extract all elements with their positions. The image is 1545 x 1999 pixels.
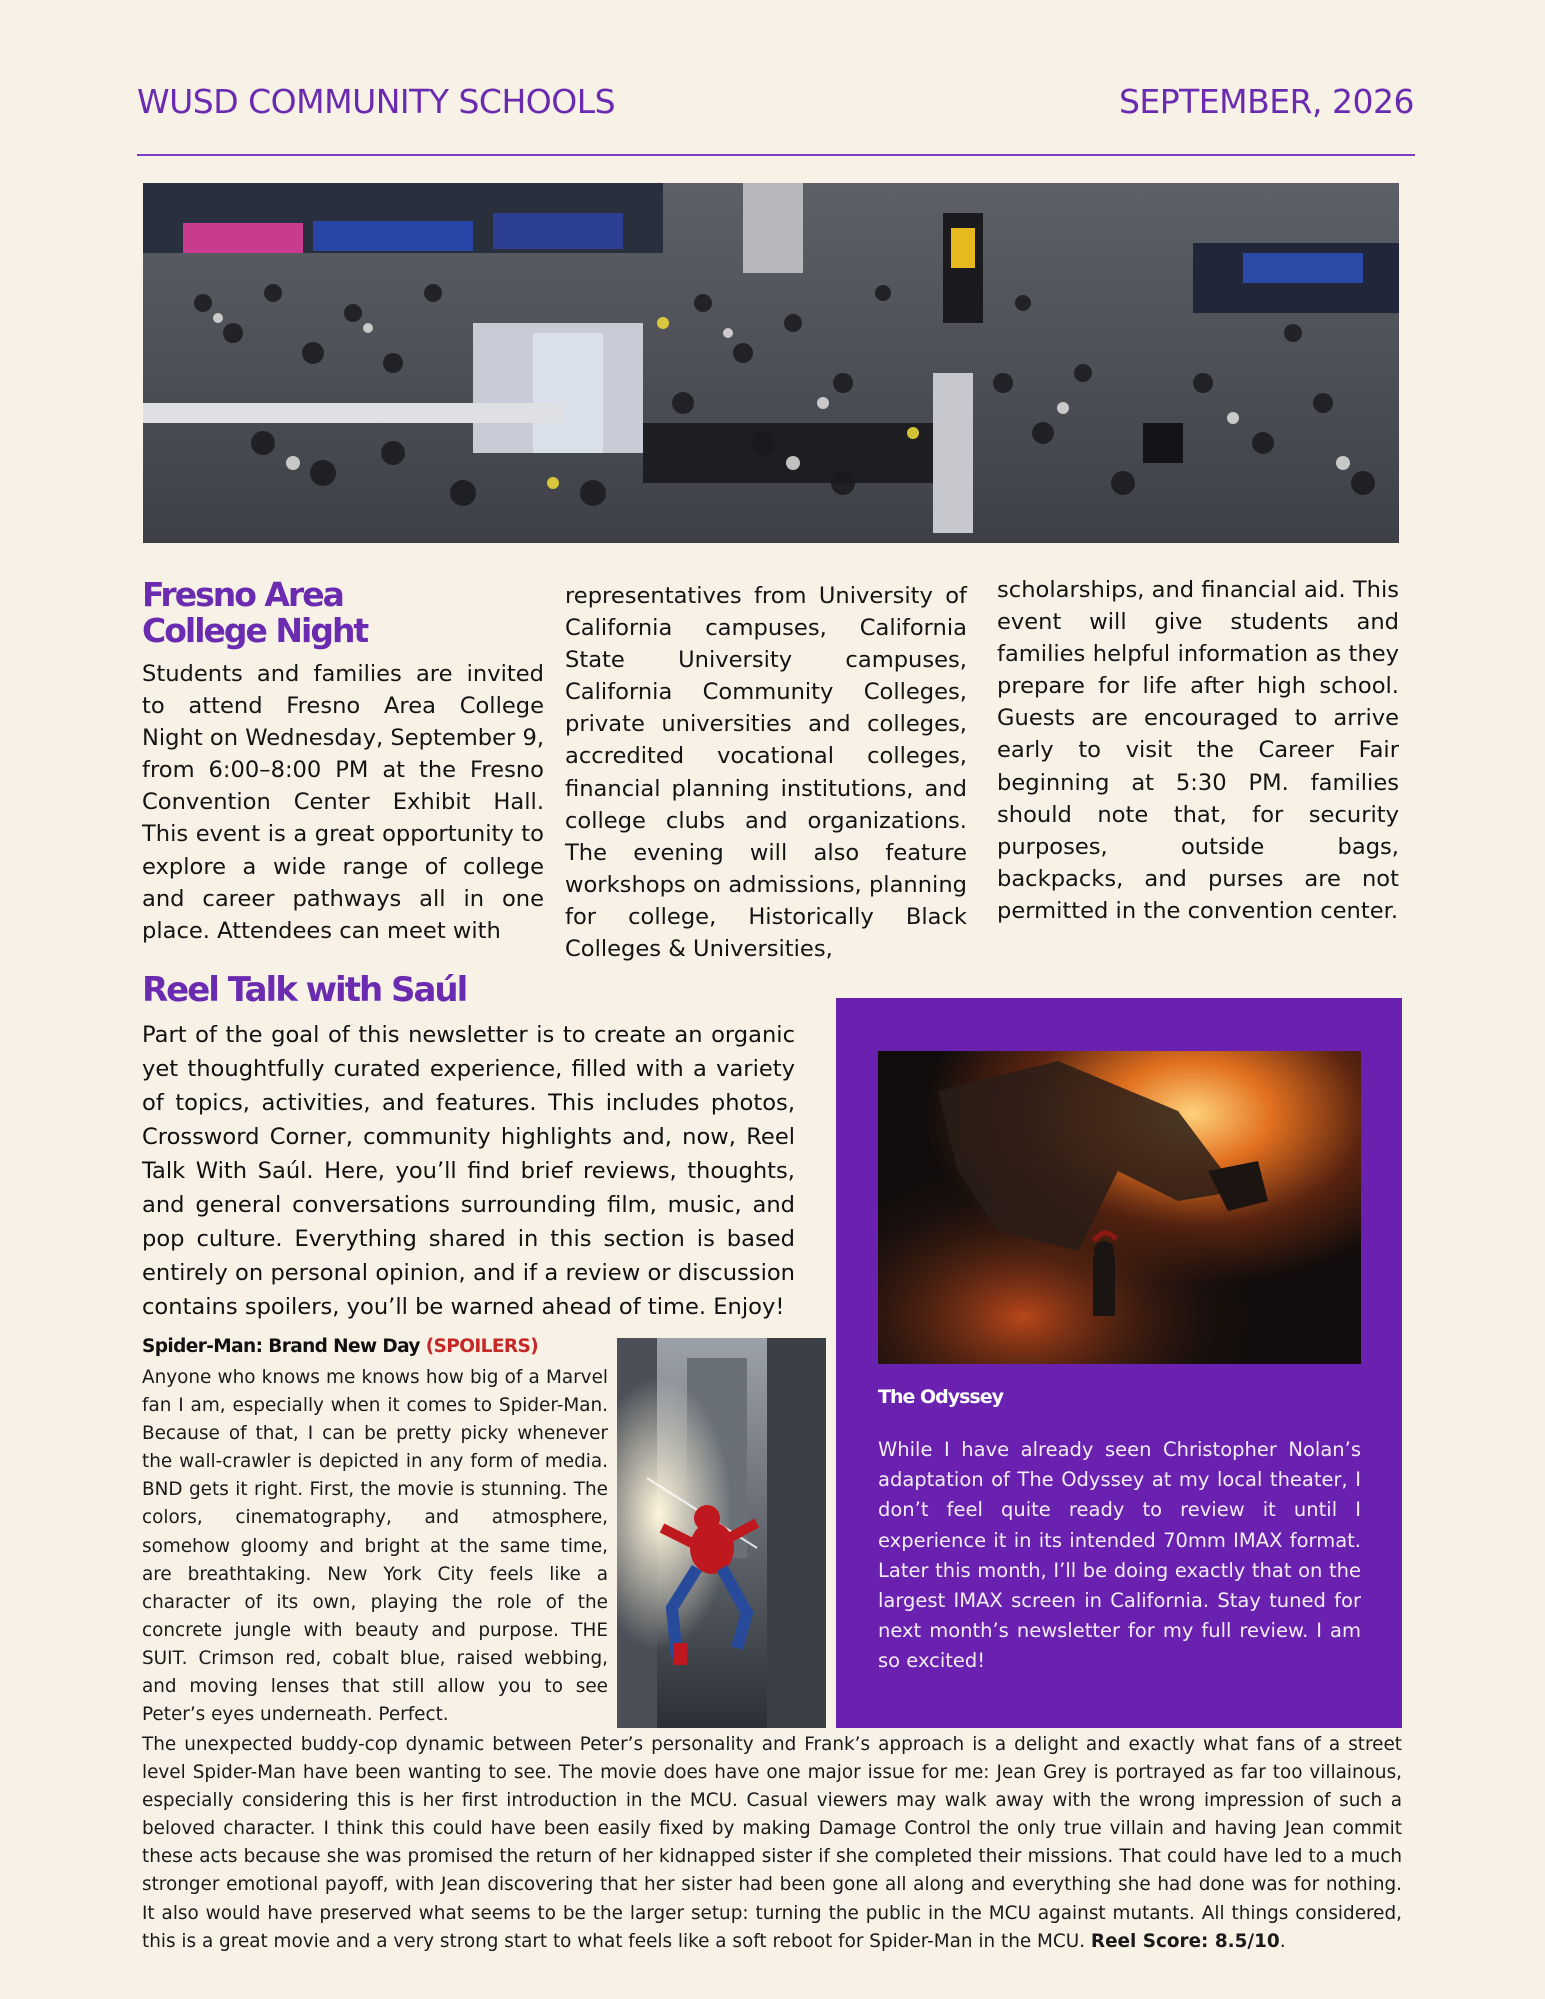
odyssey-poster-image [878, 1051, 1361, 1364]
reel-score: Reel Score: 8.5/10 [1090, 1930, 1280, 1952]
odyssey-text: While I have already seen Christopher Nolan’s adaptation of The Odyssey at my local theater, I don’t feel quite ready to review it until I experience it in its intended 70mm IMAX format. Later this month, I’ll be doing exactly that on the largest IMAX screen in California. Stay tuned for next month’s newsletter for my full review. I am so excited! [878, 1438, 1361, 1673]
spiderman-image [617, 1338, 826, 1728]
college-night-column-3: scholarships, and financial aid. This event will give students and families helpful information as they prepare for life after high school. Guests are encouraged to arrive early to visit the Career Fair beginning at 5:30 PM. families should note that, for security purposes, outside bags, backpacks, and purses are not permitted in the convention center. [997, 577, 1399, 924]
reel-score-period: . [1279, 1930, 1286, 1952]
college-fair-photo [143, 183, 1399, 543]
spiderman-review-title [142, 1336, 538, 1357]
issue-date: SEPTEMBER, 2026 [1118, 82, 1414, 121]
spiderman-title-text: Spider-Man: Brand New Day [142, 1336, 420, 1357]
spiderman-review-text-full [142, 1731, 1402, 1956]
reel-talk-title: Reel Talk with Saúl [142, 970, 467, 1010]
odyssey-title: The Odyssey [878, 1386, 1004, 1408]
college-night-title: Fresno Area College Night [142, 575, 368, 650]
college-fair-photo-graphic [143, 183, 1399, 543]
college-night-column-1: Students and families are invited to attend Fresno Area College Night on Wednesday, September 9, from 6:00–8:00 PM at the Fresno Convention Center Exhibit Hall. This event is a great opportunity to explore a wide range of college and career pathways all in one place. Attendees can meet with [142, 661, 544, 944]
college-night-column-2: representatives from University of California campuses, California State University campuses, California Community Colleges, private universities and colleges, accredited vocational colleges, financial planning institutions, and college clubs and organizations. The evening will also feature workshops on admissions, planning for college, Historically Black Colleges & Universities, [565, 583, 967, 963]
odyssey-poster-graphic [878, 1051, 1361, 1364]
spiderman-review-continuation: The unexpected buddy-cop dynamic between Peter’s personality and Frank’s approach is a delight and exactly what fans of a street level Spider-Man have been wanting to see. The movie does have one major issue for me: Jean Grey is portrayed as far too villainous, especially considering this is her first introduction in the MCU. Casual viewers may walk away with the wrong impression of such a beloved character. I think this could have been easily fixed by making Damage Control the only true villain and having Jean commit these acts because she was promised the return of her kidnapped sister if she completed their missions. That could have led to a much stronger emotional payoff, with Jean discovering that her sister had been gone all along and everything she had done was for nothing. It also would have preserved what seems to be the larger setup: turning the public in the MCU against mutants. All things considered, this is a great movie and a very strong start to what feels like a soft reboot for Spider-Man in the MCU. [142, 1734, 1402, 1952]
reel-talk-intro: Part of the goal of this newsletter is to create an organic yet thoughtfully curated experience, filled with a variety of topics, activities, and features. This includes photos, Crossword Corner, community highlights and, now, Reel Talk With Saúl. Here, you’ll find brief reviews, thoughts, and general conversations surrounding film, music, and pop culture. Everything shared in this section is based entirely on personal opinion, and if a review or discussion contains spoilers, you’ll be warned ahead of time. Enjoy! [142, 1022, 795, 1320]
spiderman-review-text-wrap: Anyone who knows me knows how big of a Marvel fan I am, especially when it comes to Spider-Man. Because of that, I can be pretty picky whenever the wall-crawler is depicted in any form of media. BND gets it right. First, the movie is stunning. The colors, cinematography, and atmosphere, somehow gloomy and bright at the same time, are breathtaking. New York City feels like a character of its own, playing the role of the concrete jungle with beauty and purpose. THE SUIT. Crimson red, cobalt blue, raised webbing, and moving lenses that still allow you to see Peter’s eyes underneath. Perfect. [142, 1367, 608, 1726]
district-name: WUSD COMMUNITY SCHOOLS [137, 82, 616, 121]
spiderman-graphic [617, 1338, 826, 1728]
header-divider [137, 154, 1415, 156]
spoiler-tag: (SPOILERS) [425, 1336, 539, 1357]
